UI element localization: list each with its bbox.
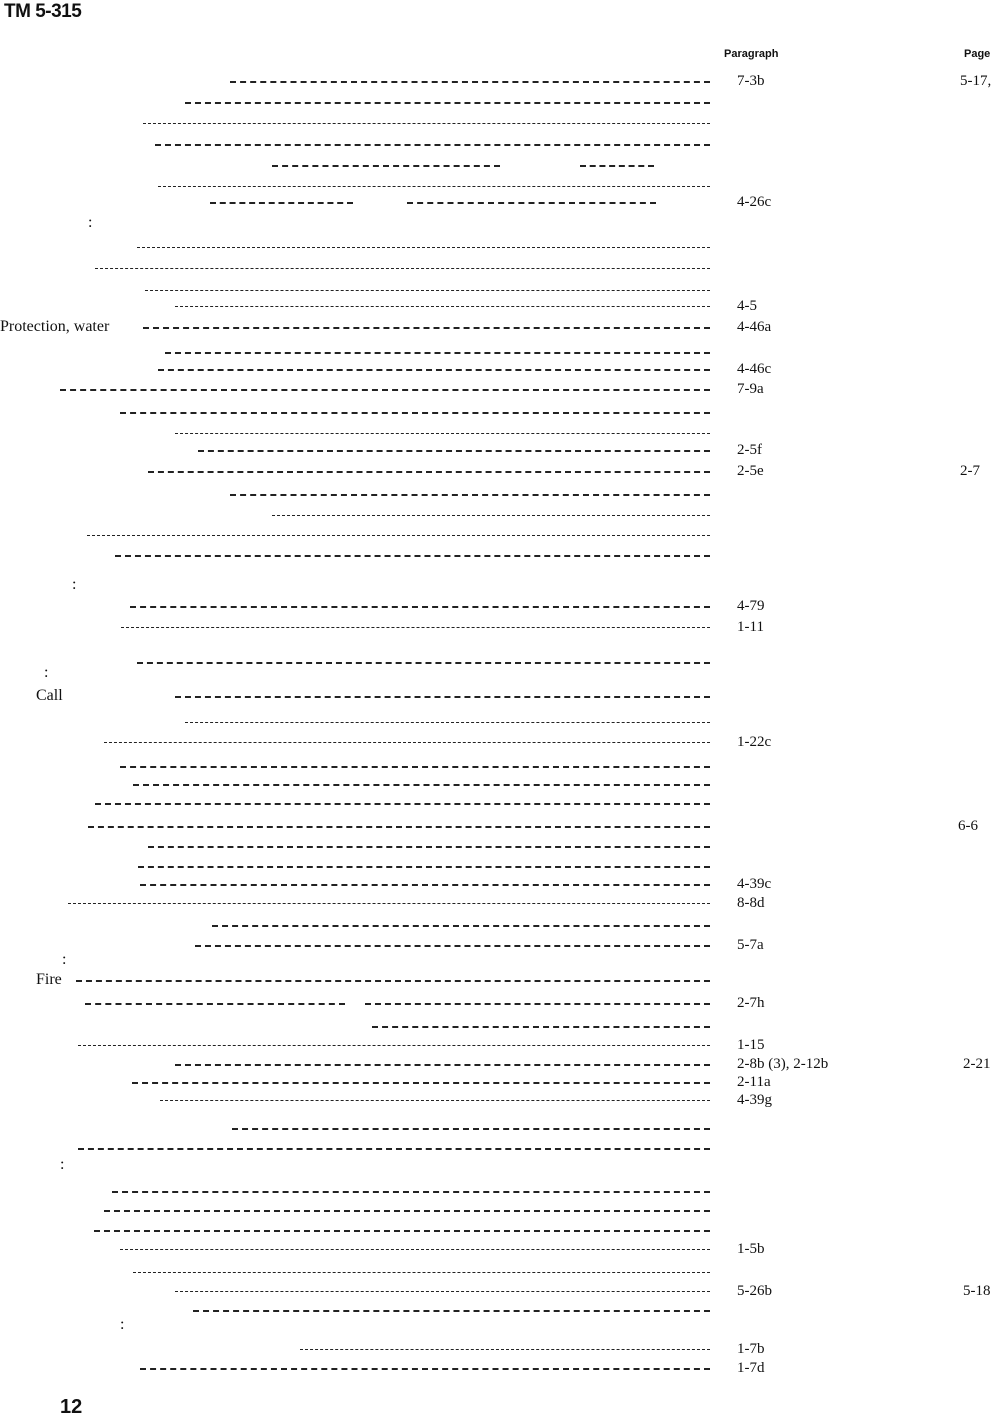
dot-leader (115, 555, 710, 557)
index-row (0, 774, 999, 794)
dot-leader (138, 866, 710, 868)
dot-leader (212, 925, 710, 927)
index-row (0, 92, 999, 112)
index-row (0, 1118, 999, 1138)
paragraph-ref: 4-5 (737, 298, 757, 314)
dot-leader (407, 202, 656, 204)
entry-label: Protection, water (0, 318, 110, 335)
dot-leader (104, 1210, 710, 1212)
paragraph-ref: 8-8d (737, 895, 765, 911)
dot-leader (112, 1191, 710, 1193)
index-row (0, 686, 999, 706)
dot-leader (210, 202, 353, 204)
paragraph-column-header: Paragraph (724, 48, 779, 60)
index-row (0, 732, 999, 752)
paragraph-ref: 4-39c (737, 876, 772, 892)
paragraph-ref: 4-79 (737, 598, 765, 614)
index-row (0, 1358, 999, 1378)
index-row (0, 1090, 999, 1110)
index-row (0, 874, 999, 894)
dot-leader (137, 247, 710, 248)
paragraph-ref: 1-11 (737, 619, 764, 635)
index-row (0, 296, 999, 316)
dot-leader (175, 696, 710, 698)
paragraph-ref: 1-22c (737, 734, 772, 750)
dot-leader (87, 535, 710, 536)
index-row (0, 1200, 999, 1220)
index-row (0, 816, 999, 836)
index-row (0, 1220, 999, 1240)
dot-leader (120, 766, 710, 768)
dot-leader (104, 742, 710, 743)
paragraph-ref: 1-7d (737, 1360, 765, 1376)
dot-leader (143, 123, 710, 124)
entry-label: : (88, 214, 93, 231)
index-row (0, 1239, 999, 1259)
index-row (0, 856, 999, 876)
page-ref: 5-17, (960, 73, 992, 89)
index-row (0, 575, 999, 595)
dot-leader (132, 1082, 710, 1084)
index-row (0, 1035, 999, 1055)
dot-leader (272, 515, 710, 516)
dot-leader (76, 980, 710, 982)
index-row (0, 756, 999, 776)
paragraph-ref: 1-15 (737, 1037, 765, 1053)
dot-leader (130, 606, 710, 608)
dot-leader (580, 165, 654, 167)
index-row (0, 950, 999, 970)
paragraph-ref: 7-9a (737, 381, 764, 397)
dot-leader (140, 884, 710, 886)
page-ref: 5-18 (963, 1283, 991, 1299)
index-row (0, 1016, 999, 1036)
index-row (0, 1281, 999, 1301)
page-ref: 2-7 (960, 463, 980, 479)
dot-leader (175, 1291, 710, 1292)
index-row (0, 461, 999, 481)
paragraph-ref: 2-8b (3), 2-12b (737, 1056, 829, 1072)
dot-leader (60, 389, 710, 391)
dot-leader (148, 846, 710, 848)
paragraph-ref: 4-46a (737, 319, 772, 335)
entry-label: Call (36, 687, 63, 704)
paragraph-ref: 1-5b (737, 1241, 765, 1257)
index-row (0, 440, 999, 460)
page-ref: 2-21 (963, 1056, 991, 1072)
index-row (0, 617, 999, 637)
entry-label: : (72, 576, 77, 593)
index-row (0, 525, 999, 545)
dot-leader (95, 268, 710, 269)
index-row (0, 1054, 999, 1074)
dot-leader (365, 1003, 710, 1005)
dot-leader (158, 369, 710, 371)
dot-leader (300, 1349, 710, 1350)
paragraph-ref: 1-7b (737, 1341, 765, 1357)
dot-leader (175, 306, 710, 307)
index-row (0, 1339, 999, 1359)
index-row (0, 134, 999, 154)
paragraph-ref: 2-5e (737, 463, 764, 479)
paragraph-ref: 4-26c (737, 194, 772, 210)
dot-leader (143, 327, 710, 329)
index-row (0, 893, 999, 913)
index-row (0, 545, 999, 565)
paragraph-ref: 4-46c (737, 361, 772, 377)
index-row (0, 379, 999, 399)
dot-leader (230, 494, 710, 496)
page-number: 12 (60, 1396, 83, 1418)
index-row (0, 663, 999, 683)
dot-leader (133, 784, 710, 786)
dot-leader (120, 412, 710, 414)
dot-leader (121, 627, 710, 628)
index-row (0, 237, 999, 257)
paragraph-ref: 5-7a (737, 937, 764, 953)
index-row (0, 359, 999, 379)
index-row (0, 71, 999, 91)
paragraph-ref: 2-7h (737, 995, 765, 1011)
dot-leader (120, 1249, 710, 1250)
entry-label: : (60, 1156, 65, 1173)
dot-leader (78, 1045, 710, 1046)
dot-leader (158, 186, 710, 187)
index-row (0, 402, 999, 422)
dot-leader (198, 450, 710, 452)
paragraph-ref: 2-11a (737, 1074, 771, 1090)
index-row (0, 484, 999, 504)
index-row (0, 1155, 999, 1175)
dot-leader (68, 903, 710, 904)
page-ref: 6-6 (958, 818, 978, 834)
dot-leader (232, 1128, 710, 1130)
dot-leader (372, 1026, 710, 1028)
dot-leader (148, 471, 710, 473)
dot-leader (193, 1310, 710, 1312)
dot-leader (272, 165, 500, 167)
index-row (0, 192, 999, 212)
index-row (0, 155, 999, 175)
dot-leader (175, 433, 710, 434)
dot-leader (133, 1272, 710, 1273)
index-row (0, 1181, 999, 1201)
dot-leader (160, 1100, 710, 1101)
index-row (0, 258, 999, 278)
dot-leader (155, 144, 710, 146)
dot-leader (185, 102, 710, 104)
index-row (0, 505, 999, 525)
dot-leader (230, 81, 710, 83)
index-row (0, 1315, 999, 1335)
paragraph-ref: 7-3b (737, 73, 765, 89)
dot-leader (94, 1230, 710, 1232)
index-row (0, 836, 999, 856)
index-row (0, 970, 999, 990)
dot-leader (88, 826, 710, 828)
dot-leader (165, 352, 710, 354)
entry-label: Fire (36, 971, 62, 988)
paragraph-ref: 2-5f (737, 442, 762, 458)
index-row (0, 915, 999, 935)
index-row (0, 712, 999, 732)
entry-label: : (44, 664, 49, 681)
index-row (0, 1072, 999, 1092)
entry-label: : (120, 1316, 125, 1333)
dot-leader (78, 1148, 710, 1150)
paragraph-ref: 4-39g (737, 1092, 772, 1108)
index-row (0, 993, 999, 1013)
dot-leader (85, 1003, 345, 1005)
index-row (0, 596, 999, 616)
index-row (0, 113, 999, 133)
dot-leader (95, 803, 710, 805)
page-column-header: Page (964, 48, 991, 60)
index-row (0, 793, 999, 813)
dot-leader (140, 1368, 710, 1370)
index-row (0, 213, 999, 233)
dot-leader (195, 945, 710, 947)
dot-leader (175, 1064, 710, 1066)
dot-leader (145, 290, 710, 291)
dot-leader (185, 722, 710, 723)
index-row (0, 1262, 999, 1282)
entry-label: : (62, 951, 67, 968)
document-id: TM 5-315 (4, 1, 82, 22)
index-row (0, 317, 999, 337)
paragraph-ref: 5-26b (737, 1283, 772, 1299)
